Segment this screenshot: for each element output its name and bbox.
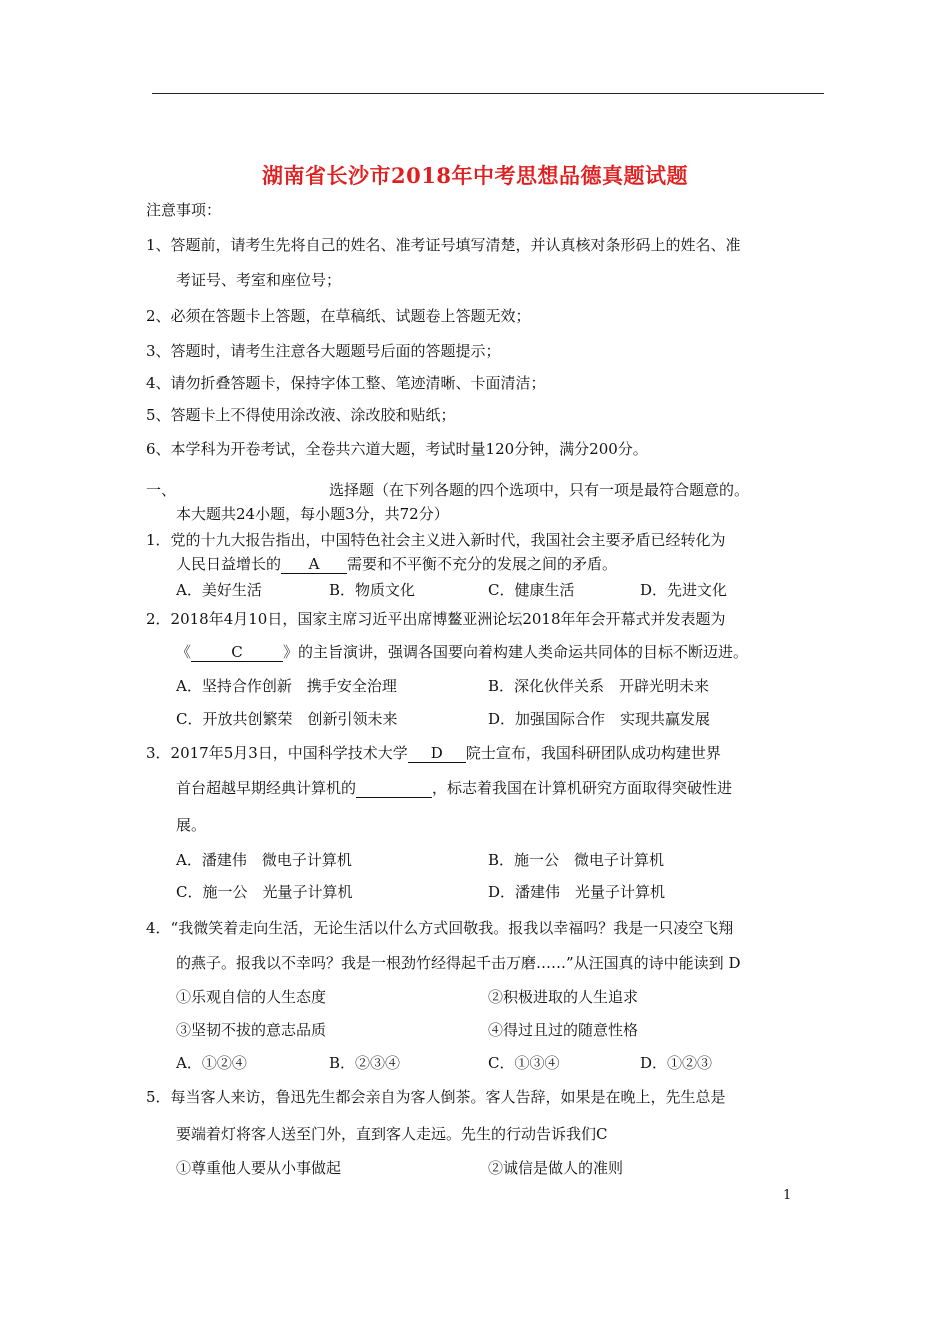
q3-option-d: D．潘建伟 光量子计算机 — [488, 883, 666, 901]
q4-option-d: D．①②③ — [640, 1054, 713, 1072]
note-1-cont: 考证号、考室和座位号； — [176, 271, 342, 289]
q2-answer-blank: C — [191, 644, 283, 662]
q4-stem-cont: 的燕子。报我以不幸吗？我是一根劲竹经得起千击万磨……”从汪国真的诗中能读到 D — [176, 954, 741, 972]
note-6: 6、本学科为开卷考试，全卷共六道大题，考试时量120分钟，满分200分。 — [146, 440, 648, 458]
q4-statement-4: ④得过且过的随意性格 — [488, 1021, 639, 1039]
section-subtitle: 本大题共24小题，每小题3分，共72分） — [176, 505, 449, 523]
q3-stem: 3．2017年5月3日，中国科学技术大学 D 院士宣布，我国科研团队成功构建世界 — [146, 744, 721, 762]
note-4: 4、请勿折叠答题卡，保持字体工整、笔迹清晰、卡面清洁； — [146, 374, 546, 392]
q4-option-c: C．①③④ — [488, 1054, 560, 1072]
q4-option-b: B．②③④ — [329, 1054, 401, 1072]
q3-option-c: C．施一公 光量子计算机 — [176, 883, 353, 901]
q1-stem-cont: 人民日益增长的 A 需要和不平衡不充分的发展之间的矛盾。 — [176, 555, 618, 573]
page-title: 湖南省长沙市2018年中考思想品德真题试题 — [262, 163, 688, 188]
q2-option-a: A．坚持合作创新 携手安全治理 — [176, 677, 397, 695]
q4-stem: 4．“我微笑着走向生活，无论生活以什么方式回敬我。报我以幸福吗？我是一只凌空飞翔 — [146, 919, 734, 937]
q1-answer-blank: A — [281, 556, 347, 574]
notes-heading: 注意事项： — [146, 201, 222, 219]
page-number: 1 — [783, 1188, 792, 1203]
q4-statement-3: ③坚韧不拔的意志品质 — [176, 1021, 327, 1039]
q4-option-a: A．①②④ — [176, 1054, 247, 1072]
q5-statement-1: ①尊重他人要从小事做起 — [176, 1159, 342, 1177]
q1-stem: 1．党的十九大报告指出，中国特色社会主义进入新时代，我国社会主要矛盾已经转化为 — [146, 531, 726, 549]
q2-option-b: B．深化伙伴关系 开辟光明未来 — [488, 677, 710, 695]
section-title: 选择题（在下列各题的四个选项中，只有一项是最符合题意的。 — [329, 481, 750, 499]
q3-second-blank — [356, 780, 432, 798]
q4-statement-1: ①乐观自信的人生态度 — [176, 988, 327, 1006]
section-number: 一、 — [146, 481, 177, 499]
note-3: 3、答题时，请考生注意各大题题号后面的答题提示； — [146, 342, 501, 360]
note-1: 1、答题前，请考生先将自己的姓名、准考证号填写清楚，并认真核对条形码上的姓名、准 — [146, 236, 741, 254]
q5-stem: 5．每当客人来访，鲁迅先生都会亲自为客人倒茶。客人告辞，如果是在晚上，先生总是 — [146, 1088, 726, 1106]
q2-option-c: C．开放共创繁荣 创新引领未来 — [176, 710, 398, 728]
q3-stem-end: 展。 — [176, 816, 207, 834]
q4-statement-2: ②积极进取的人生追求 — [488, 988, 639, 1006]
q1-option-a: A．美好生活 — [176, 581, 262, 599]
q5-statement-2: ②诚信是做人的准则 — [488, 1159, 624, 1177]
q5-stem-cont: 要端着灯将客人送至门外，直到客人走远。先生的行动告诉我们C — [176, 1125, 608, 1143]
q3-option-a: A．潘建伟 微电子计算机 — [176, 851, 352, 869]
q1-option-c: C．健康生活 — [488, 581, 575, 599]
note-2: 2、必须在答题卡上答题，在草稿纸、试题卷上答题无效； — [146, 307, 531, 325]
header-rule — [152, 93, 824, 94]
q2-stem-cont: 《 C 》的主旨演讲，强调各国要向着构建人类命运共同体的目标不断迈进。 — [176, 643, 749, 661]
q1-option-b: B．物质文化 — [329, 581, 416, 599]
q3-answer-blank: D — [408, 745, 466, 763]
q3-stem-cont: 首台超越早期经典计算机的 ，标志着我国在计算机研究方面取得突破性进 — [176, 779, 733, 797]
note-5: 5、答题卡上不得使用涂改液、涂改胶和贴纸； — [146, 406, 456, 424]
q2-option-d: D．加强国际合作 实现共赢发展 — [488, 710, 711, 728]
q2-stem: 2．2018年4月10日，国家主席习近平出席博鳌亚洲论坛2018年年会开幕式并发表题为 — [146, 610, 726, 628]
q3-option-b: B．施一公 微电子计算机 — [488, 851, 665, 869]
q1-option-d: D．先进文化 — [640, 581, 728, 599]
